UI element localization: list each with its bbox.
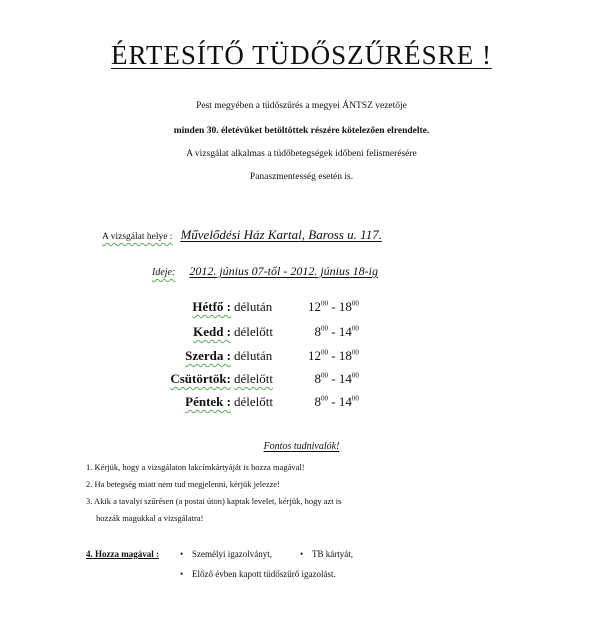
bring-item: • TB kártyát, [300, 549, 353, 559]
note-item: 1. Kérjük, hogy a vizsgálaton lakcímkártyáját is hozza magával! [86, 462, 305, 472]
intro-line: A vizsgálat alkalmas a tüdőbetegségek időbeni felismerésére [186, 149, 417, 159]
bring-item: • Előző évben kapott tüdőszűrő igazolást. [180, 569, 336, 579]
date-value: 2012. június 07-től - 2012. június 18-ig [189, 264, 378, 278]
date-label: Ideje: [152, 267, 176, 278]
schedule-time: $8^{00} - 14^{00}$ [314, 371, 359, 386]
bullet-icon: • [180, 549, 184, 559]
page-title: ÉRTESÍTŐ TÜDŐSZŰRÉSRE ! [111, 40, 492, 70]
schedule-part: délután [234, 299, 273, 314]
notes-title: Fontos tudnivalók! [263, 441, 340, 452]
schedule-part: délelőtt [234, 394, 273, 409]
schedule-day: Szerda : [185, 348, 231, 363]
schedule-day: Kedd : [193, 324, 231, 339]
schedule-time: $12^{00} - 18^{00}$ [308, 299, 359, 314]
schedule-day: Hétfő : [192, 299, 231, 314]
bring-label: 4. Hozza magával : [86, 549, 159, 559]
date-row [152, 262, 378, 280]
intro-line-bold: minden 30. életévüket betöltöttek részére kötelezően elrendelte. [173, 126, 430, 136]
bring-item: • Személyi igazolványt, [180, 549, 272, 559]
bullet-icon: • [180, 569, 184, 579]
schedule-time: $8^{00} - 14^{00}$ [314, 394, 359, 409]
schedule-day: Péntek : [185, 394, 231, 409]
location-row [102, 226, 382, 244]
note-item: 3. Akik a tavalyi szűrésen (a postai úton) kaptak levelet, kérjük, hogy azt is [86, 496, 342, 506]
note-item: hozzák magukkal a vizsgálatra! [96, 513, 204, 523]
schedule-time: $8^{00} - 14^{00}$ [314, 324, 359, 339]
intro-line: Panaszmentesség esetén is. [249, 172, 354, 182]
bullet-icon: • [300, 549, 304, 559]
intro-line: Pest megyében a tüdőszűrés a megyei ÁNTSZ vezetője [196, 101, 407, 111]
location-value: Művelődési Ház Kartal, Baross u. 117. [180, 227, 382, 242]
schedule-part: délután [234, 348, 273, 363]
location-label: A vizsgálat helye : [102, 232, 173, 242]
schedule-part: délelőtt [234, 324, 273, 339]
schedule-day: Csütörtök: [170, 371, 231, 386]
schedule-time: $12^{00} - 18^{00}$ [308, 348, 359, 363]
schedule-part: délelőtt [234, 371, 273, 386]
note-item: 2. Ha betegség miatt nem tud megjelenni, kérjük jelezze! [86, 479, 281, 489]
